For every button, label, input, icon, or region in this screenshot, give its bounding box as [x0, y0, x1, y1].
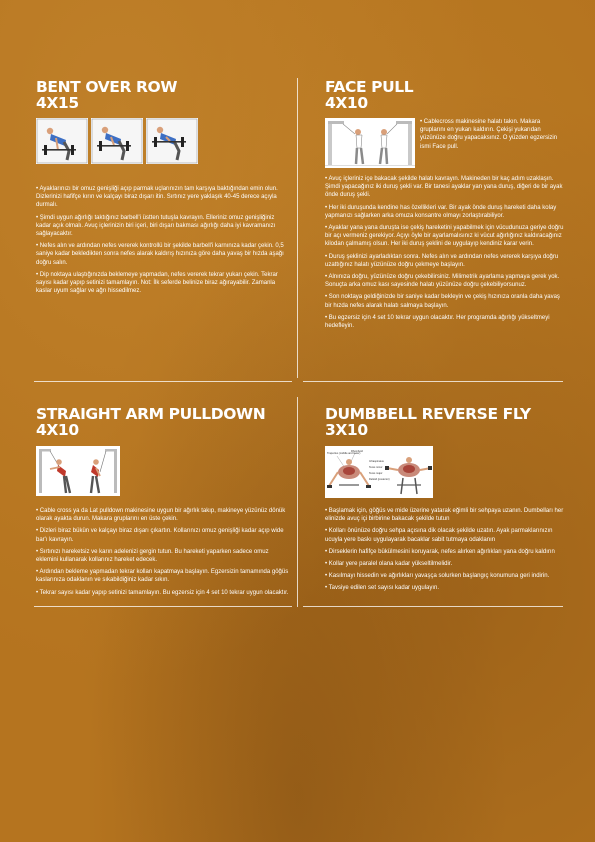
horizontal-divider-right — [303, 381, 563, 382]
face-pull-intro: • Cablecross makinesine halatı takın. Makara gruplarını en yukarı kaldırın. Çekişi yukarıdan yüzünüze doğru yapacaksınız. O yüzden egzersizin ismi Face pull. — [420, 118, 565, 151]
dumbbell-reverse-fly-illustration — [325, 446, 433, 498]
instruction-item: • Ardından bekleme yapmadan tekrar kolları kapatmaya başlayın. Egzersizin tamamında göğüs kaslarınıza odaklanın ve sıkabildiğiniz kadar sıkın. — [36, 568, 292, 584]
horizontal-divider-left — [34, 381, 292, 382]
muscle-label: Trapezius (middle and lower) — [327, 452, 361, 455]
instruction-item: • Alnınıza doğru, yüzünüze doğru çekebilirsiniz. Milimetrik ayarlama yapmaya gerek yok. Sonuçta arka omuz kası sayesinde halatı yüzünüze doğru çekebiliyorsunuz. — [325, 273, 565, 289]
instruction-item: • Tavsiye edilen set sayısı kadar uygulayın. — [325, 584, 565, 592]
instruction-item: • Kolları önünüze doğru sehpa açısına dik olacak şekilde uzatın. Ayak parmaklarınızın ucuyla yere baskı uygulayarak bacaklar sabit tutmaya odaklanın — [325, 527, 565, 543]
instruction-item: • Duruş şeklinizi ayarladıktan sonra. Nefes alın ve ardından nefes vererek karşıya doğru uzattığınız halatı yüzünüze doğru çekmeye başlayın. — [325, 253, 565, 269]
vertical-divider-bottom — [297, 397, 298, 607]
section-face-pull — [325, 79, 565, 111]
instruction-item: • Kasılmayı hissedin ve ağırlıkları yavaşça solurken başlangıç konumuna geri indirin. — [325, 572, 565, 580]
instruction-item: • Ayaklarınızı bir omuz genişliği açıp parmak uçlarınızın tam karşıya baktığından emin olun. Dizlerinizi hafifçe kırın ve kalçayı biraz dışarı itin. Sırtınız yere yaklaşık 40-45 derece açıyla durmalı. — [36, 185, 286, 210]
instruction-item: • Bu egzersiz için 4 set 10 tekrar uygun olacaktır. Her programda ağırlığı yükseltmeyi hedefleyin. — [325, 314, 565, 330]
instruction-item: • Ayaklar yana yana duruşta ise çekiş hareketini yapabilmek için vücudunuza geriye doğru bir açı vermeniz gerekiyor. Açıyı öyle bir ayarlamalısınız ki vücut ağırlığınız kaldıracağınız kilodan çalmamış olsun. Her iki duruş şeklini de uygulayıp kendiniz karar verin. — [325, 224, 565, 249]
muscle-label: Deltoid (posterior) — [369, 478, 390, 481]
bent-over-row-illustration-1 — [36, 118, 88, 164]
muscle-label: Rhomboid — [351, 450, 363, 453]
instruction-item: • Sırtınızı hareketsiz ve karın adelenizi gergin tutun. Bu hareketi yaparken sadece omuz eklemini kullanarak kollarınız hareket edecek. — [36, 548, 292, 564]
exercise-title: FACE PULL — [325, 78, 414, 96]
straight-arm-pulldown-illustration — [36, 446, 120, 496]
exercise-sets: 4X10 — [325, 94, 368, 112]
instruction-item: • Her iki duruşunda kendine has özellikleri var. Bir ayak önde duruş hareketi daha kolay yapmanızı sağlarken arka omuza konsantre olmayı zorlaştırabiliyor. — [325, 204, 565, 220]
bottom-divider-left — [34, 606, 292, 607]
exercise-sets: 3X10 — [325, 421, 368, 439]
section-straight-arm-pulldown — [36, 406, 292, 438]
instruction-item: • Tekrar sayısı kadar yapıp setinizi tamamlayın. Bu egzersiz için 4 set 10 tekrar uygun olacaktır. — [36, 589, 292, 597]
exercise-sets: 4X10 — [36, 421, 79, 439]
face-pull-instructions — [325, 175, 565, 334]
instruction-item: • Dizleri biraz bükün ve kalçayı biraz dışarı çıkartın. Kollarınızı omuz genişliği kadar açıp wide bar'ı kavrayın. — [36, 527, 292, 543]
section-bent-over-row — [36, 79, 286, 111]
vertical-divider-top — [297, 78, 298, 378]
instruction-item: • Son noktaya geldiğinizde bir saniye kadar bekleyin ve çekiş hızınıza oranla daha yavaş bir hızda nefes alarak halatı salmaya başlayın. — [325, 293, 565, 309]
instruction-item: • Kollar yere paralel olana kadar yükseltilmelidir. — [325, 560, 565, 568]
section-dumbbell-reverse-fly — [325, 406, 565, 438]
exercise-title: DUMBBELL REVERSE FLY — [325, 405, 531, 423]
bent-over-row-illustration-2 — [91, 118, 143, 164]
bent-over-row-instructions — [36, 185, 286, 299]
bent-over-row-illustration-3 — [146, 118, 198, 164]
exercise-sets: 4X15 — [36, 94, 79, 112]
muscle-label: Infraspinatus — [369, 460, 384, 463]
face-pull-illustration — [325, 118, 415, 168]
instruction-item: • Başlamak için, göğüs ve mide üzerine yatarak eğimli bir sehpaya uzanın. Dumbelları her elinizde avuç içi birbirine bakacak şekilde tutun — [325, 507, 565, 523]
muscle-label: Teres major — [369, 472, 383, 475]
muscle-label: Teres minor — [369, 466, 383, 469]
bottom-divider-right — [303, 606, 563, 607]
instruction-item: • Dip noktaya ulaştığınızda beklemeye yapmadan, nefes vererek tekrar yukarı çekin. Tekrar sayısı kadar yapıp setinizi tamamlayın. Not: İlk seferde belinize biraz ağırayabilir. Zamanla kaslar uyum sağlar ve ağrı hissedilmez. — [36, 271, 286, 296]
dumbbell-reverse-fly-instructions — [325, 507, 565, 597]
instruction-item: • Nefes alın ve ardından nefes vererek kontrollü bir şekilde barbell'i karnınıza kadar çekin. 0,5 saniye kadar bekledikten sonra nefes alarak kaldırış hızınıza göre daha yavaş bir hızda aşağı doğru salın. — [36, 242, 286, 267]
instruction-item: • Cable cross ya da Lat pulldown makinesine uygun bir ağırlık takıp, makineye yüzünüz dönük olarak ayakta durun. Makara gruplarını en üste çekin. — [36, 507, 292, 523]
straight-arm-pulldown-instructions — [36, 507, 292, 601]
instruction-item: • Şimdi uygun ağırlığı taktığınız barbell'i üstten tutuşla kavrayın. Elleriniz omuz genişliğiniz kadar açık olmalı. Avuç içlerinizin biri içeri, biri dışarı bakması ağırlığı daha iyi kavramanızı sağlayacaktır. — [36, 214, 286, 239]
instruction-item: • Dirseklerin hafifçe bükülmesini koruyarak, nefes alırken ağırlıkları yana doğru kaldırın — [325, 548, 565, 556]
instruction-item: • Avuç içleriniz içe bakacak şekilde halatı kavrayın. Makineden bir kaç adım uzaklaşın. Şimdi yapacağınız iki duruş şekli var. Bir tanesi ayaklar yan yana duruş, diğeri de bir ayak önde duruş şekli. — [325, 175, 565, 200]
exercise-title: STRAIGHT ARM PULLDOWN — [36, 405, 266, 423]
exercise-title: BENT OVER ROW — [36, 78, 178, 96]
